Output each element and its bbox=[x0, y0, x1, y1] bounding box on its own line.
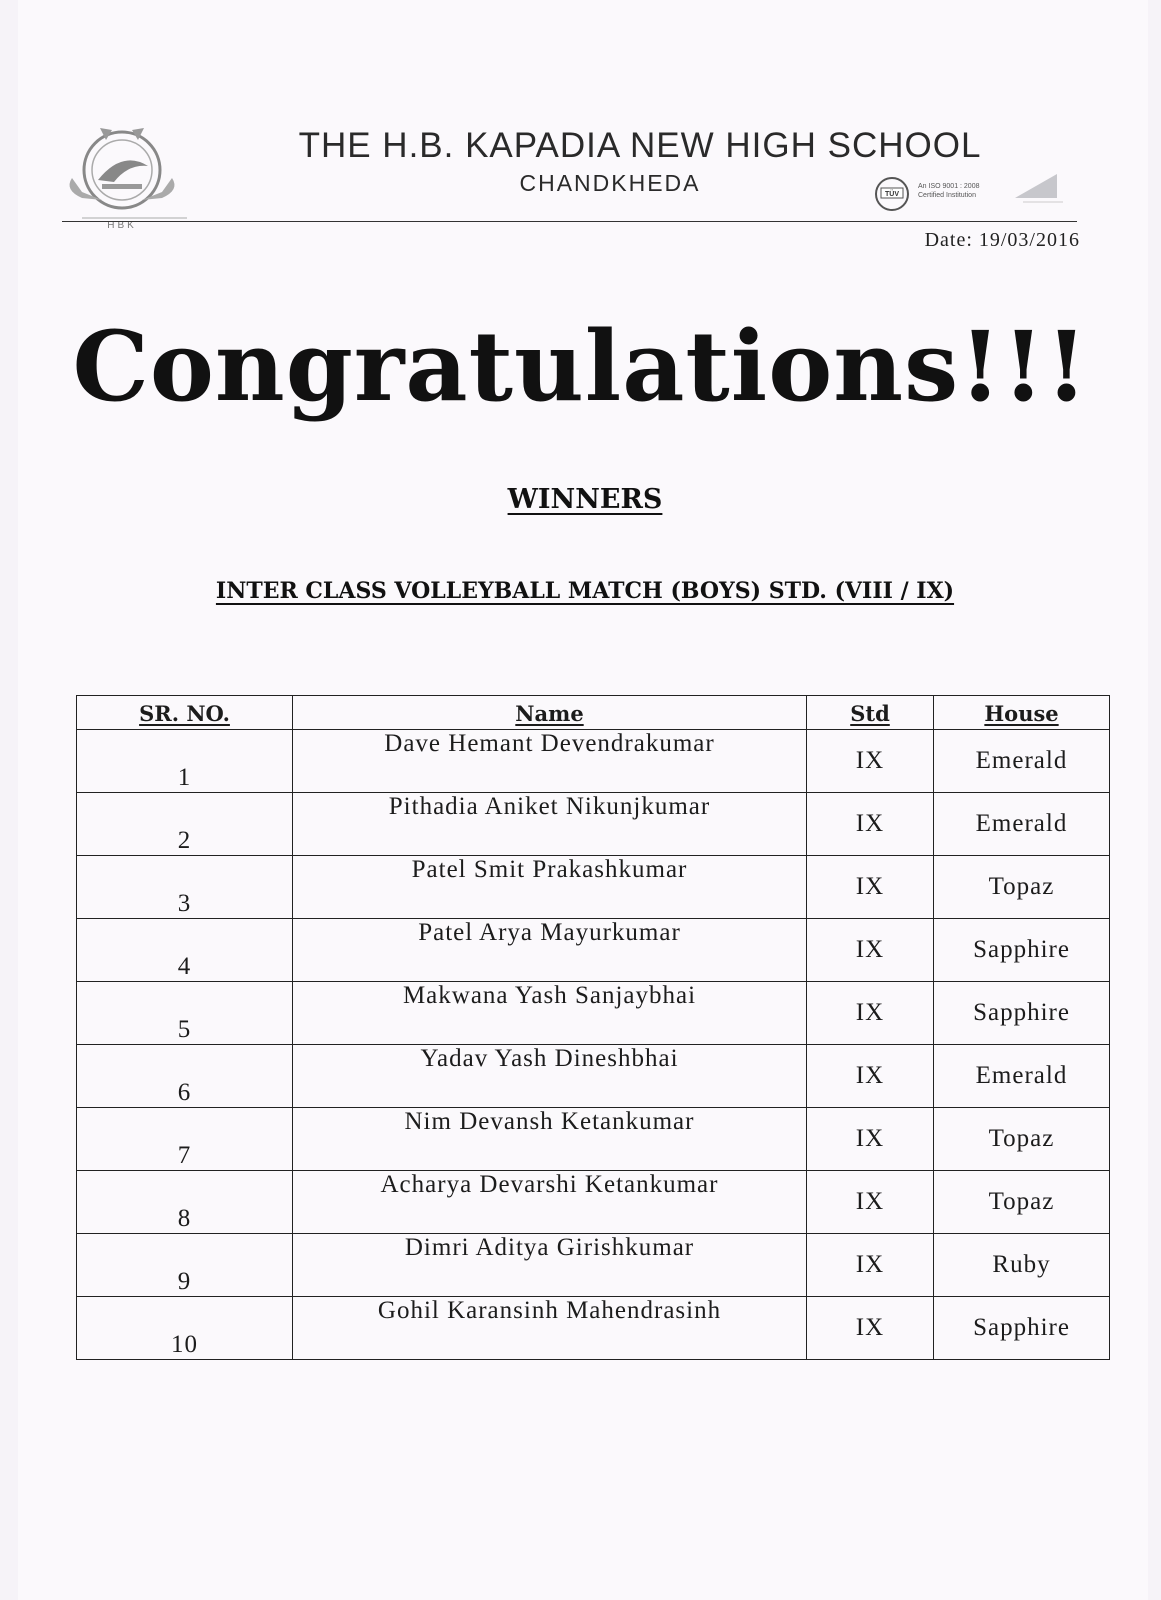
school-logo-icon bbox=[62, 120, 192, 230]
logo-initials: HBK bbox=[107, 220, 137, 230]
iso-certification-text bbox=[918, 182, 998, 200]
cell-house: Emerald bbox=[934, 1045, 1110, 1108]
cell-name: Gohil Karansinh Mahendrasinh bbox=[293, 1297, 807, 1360]
table-row bbox=[77, 730, 1110, 793]
cell-sr: 10 bbox=[77, 1297, 293, 1360]
table-row bbox=[77, 1108, 1110, 1171]
iso-line-1: An ISO 9001 : 2008 bbox=[918, 183, 980, 190]
iso-line-2: Certified Institution bbox=[918, 192, 976, 199]
cell-house: Topaz bbox=[934, 1108, 1110, 1171]
cell-name: Patel Arya Mayurkumar bbox=[293, 919, 807, 982]
cell-name: Nim Devansh Ketankumar bbox=[293, 1108, 807, 1171]
school-name: THE H.B. KAPADIA NEW HIGH SCHOOL bbox=[298, 126, 982, 165]
cell-sr: 3 bbox=[77, 856, 293, 919]
cell-std: IX bbox=[807, 1234, 934, 1297]
cell-name: Yadav Yash Dineshbhai bbox=[293, 1045, 807, 1108]
cell-name: Pithadia Aniket Nikunjkumar bbox=[293, 793, 807, 856]
cell-name: Makwana Yash Sanjaybhai bbox=[293, 982, 807, 1045]
table-row bbox=[77, 1234, 1110, 1297]
column-header-name: Name bbox=[293, 696, 807, 730]
column-header-house: House bbox=[934, 696, 1110, 730]
headline: Congratulations!!! bbox=[72, 310, 1089, 423]
event-title: INTER CLASS VOLLEYBALL MATCH (BOYS) STD. (VIII / IX) bbox=[215, 578, 955, 604]
cell-std: IX bbox=[807, 1297, 934, 1360]
table-row bbox=[77, 1297, 1110, 1360]
table-row bbox=[77, 1045, 1110, 1108]
cell-name: Patel Smit Prakashkumar bbox=[293, 856, 807, 919]
cell-std: IX bbox=[807, 793, 934, 856]
cell-house: Emerald bbox=[934, 730, 1110, 793]
table-row bbox=[77, 856, 1110, 919]
cell-sr: 2 bbox=[77, 793, 293, 856]
school-location: CHANDKHEDA bbox=[519, 170, 701, 196]
certification-seal-icon bbox=[872, 176, 912, 212]
cell-name: Dave Hemant Devendrakumar bbox=[293, 730, 807, 793]
cell-std: IX bbox=[807, 856, 934, 919]
table-row bbox=[77, 982, 1110, 1045]
document-date: Date: 19/03/2016 bbox=[924, 229, 1080, 251]
cell-sr: 8 bbox=[77, 1171, 293, 1234]
table-header-row bbox=[77, 696, 1110, 730]
cell-house: Ruby bbox=[934, 1234, 1110, 1297]
cell-sr: 4 bbox=[77, 919, 293, 982]
cell-std: IX bbox=[807, 982, 934, 1045]
table-row bbox=[77, 919, 1110, 982]
cell-sr: 5 bbox=[77, 982, 293, 1045]
winners-table bbox=[76, 695, 1110, 1360]
cell-sr: 7 bbox=[77, 1108, 293, 1171]
cell-house: Emerald bbox=[934, 793, 1110, 856]
cell-sr: 1 bbox=[77, 730, 293, 793]
cell-house: Sapphire bbox=[934, 982, 1110, 1045]
cell-house: Sapphire bbox=[934, 1297, 1110, 1360]
cell-name: Dimri Aditya Girishkumar bbox=[293, 1234, 807, 1297]
table-row bbox=[77, 1171, 1110, 1234]
cell-house: Sapphire bbox=[934, 919, 1110, 982]
column-header-sr: SR. NO. bbox=[77, 696, 293, 730]
cell-std: IX bbox=[807, 1045, 934, 1108]
column-header-std: Std bbox=[807, 696, 934, 730]
cell-sr: 9 bbox=[77, 1234, 293, 1297]
cell-house: Topaz bbox=[934, 1171, 1110, 1234]
section-title: WINNERS bbox=[507, 484, 663, 515]
accreditation-mark-icon bbox=[1005, 168, 1065, 208]
svg-text:TÜV: TÜV bbox=[885, 191, 899, 198]
header-divider bbox=[62, 221, 1077, 222]
cell-std: IX bbox=[807, 1108, 934, 1171]
cell-std: IX bbox=[807, 919, 934, 982]
cell-name: Acharya Devarshi Ketankumar bbox=[293, 1171, 807, 1234]
cell-house: Topaz bbox=[934, 856, 1110, 919]
table-row bbox=[77, 793, 1110, 856]
cell-std: IX bbox=[807, 1171, 934, 1234]
cell-std: IX bbox=[807, 730, 934, 793]
cell-sr: 6 bbox=[77, 1045, 293, 1108]
